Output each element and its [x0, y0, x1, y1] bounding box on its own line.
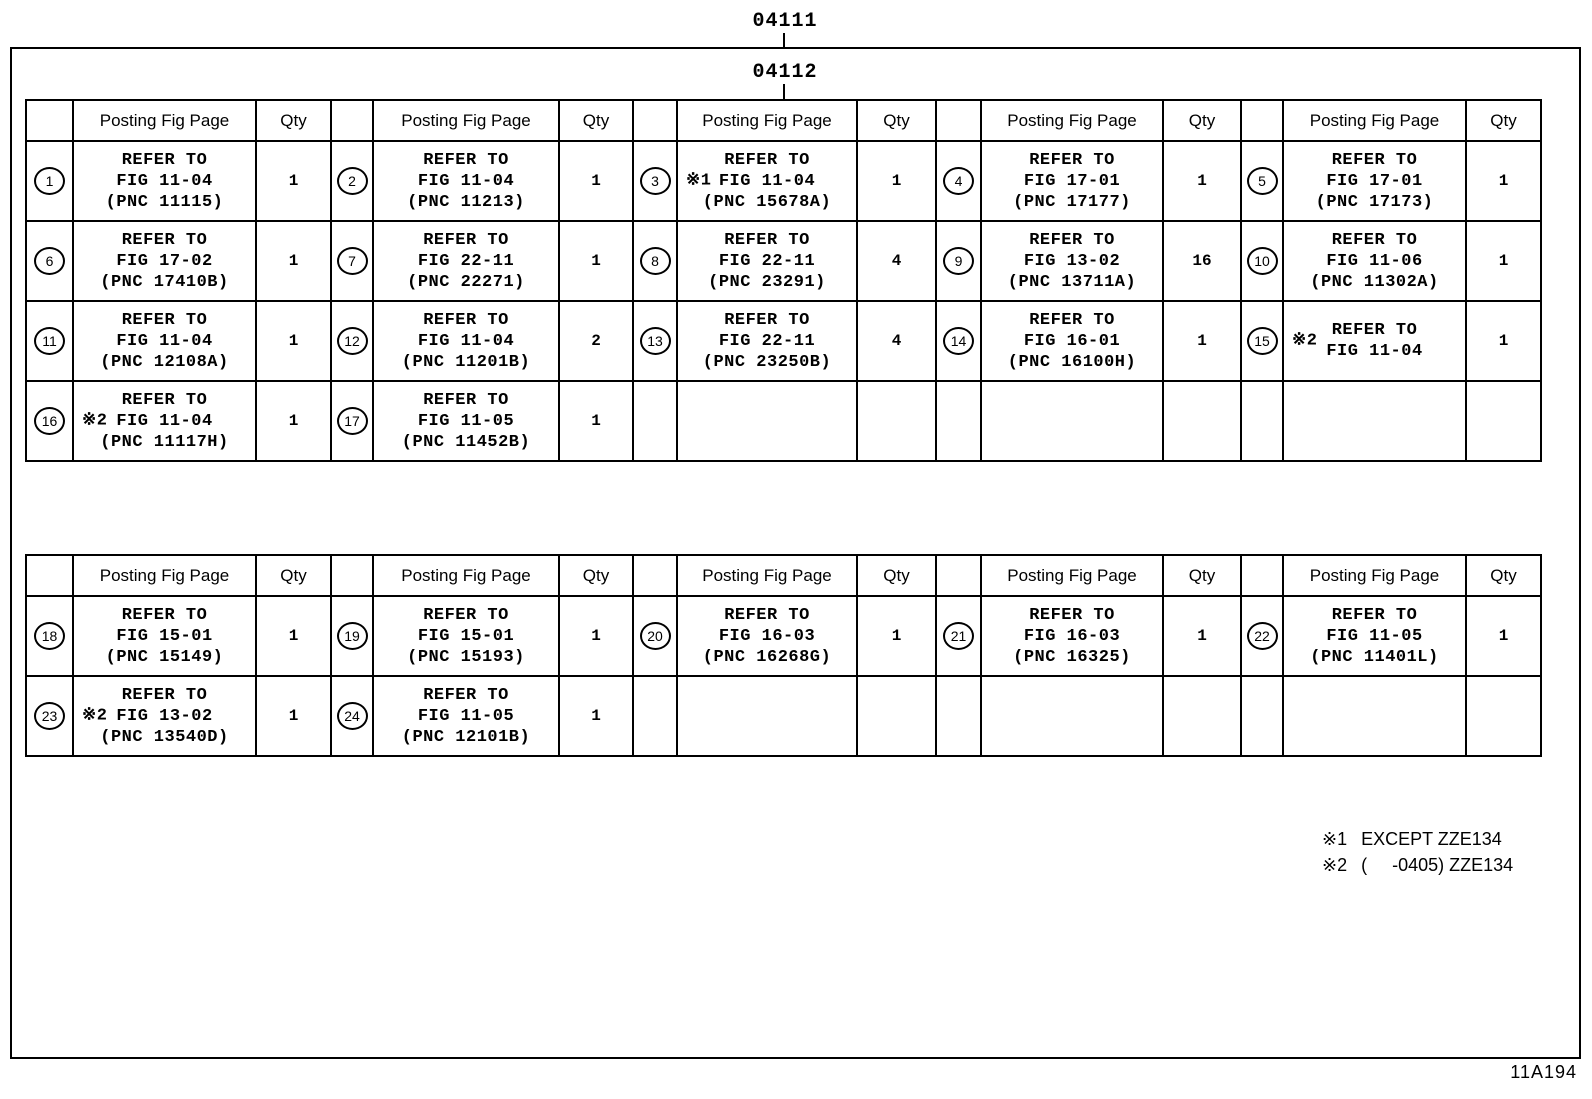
- fig-ref-line: (PNC 11201B): [401, 352, 531, 372]
- fig-ref-cell: [1283, 676, 1466, 756]
- header-corner-cell: [331, 555, 373, 596]
- item-number-cell: [26, 301, 73, 381]
- item-number-cell: [936, 301, 981, 381]
- fig-ref-cell: [1283, 381, 1466, 461]
- fig-ref-line: REFER TO: [423, 390, 509, 410]
- fig-ref-cell: [373, 676, 559, 756]
- item-number-cell: [331, 301, 373, 381]
- item-number-cell: [936, 381, 981, 461]
- qty-cell: 1: [1163, 596, 1241, 676]
- parts-table-2: [25, 554, 1542, 757]
- fig-ref-cell: [677, 221, 857, 301]
- header-posting-fig-page: Posting Fig Page: [373, 555, 559, 596]
- fig-ref-line: (PNC 11302A): [1310, 272, 1439, 292]
- item-number-circle: 13: [640, 327, 671, 355]
- header-posting-fig-page: Posting Fig Page: [1283, 555, 1466, 596]
- item-number-circle: 16: [34, 407, 65, 435]
- fig-ref-cell: [677, 301, 857, 381]
- fig-ref-line: (PNC 16100H): [1007, 352, 1137, 372]
- header-posting-fig-page: Posting Fig Page: [677, 555, 857, 596]
- fig-ref-line: (PNC 11115): [105, 192, 224, 212]
- item-number-circle: 4: [943, 167, 974, 195]
- qty-cell: 1: [559, 221, 633, 301]
- fig-ref-line: REFER TO: [1331, 605, 1418, 625]
- fig-ref-line: (PNC 13711A): [1007, 272, 1137, 292]
- fig-ref-line: FIG 11-04: [116, 171, 213, 191]
- fig-ref-line: REFER TO: [1029, 605, 1115, 625]
- fig-ref-line: REFER TO: [121, 230, 208, 250]
- fig-ref-line: REFER TO: [1331, 150, 1418, 170]
- item-number-circle: 12: [337, 327, 368, 355]
- qty-cell: 1: [1466, 301, 1541, 381]
- item-number-circle: 8: [640, 247, 671, 275]
- qty-cell: 1: [559, 676, 633, 756]
- header-corner-cell: [633, 555, 677, 596]
- qty-cell: 1: [559, 141, 633, 221]
- item-number-cell: [1241, 221, 1283, 301]
- fig-ref-line: FIG 11-05: [417, 411, 515, 431]
- item-number-circle: 3: [640, 167, 671, 195]
- fig-ref-line: (PNC 12101B): [401, 727, 531, 747]
- fig-ref-line: FIG 11-04: [1326, 342, 1423, 361]
- qty-cell: 1: [1163, 141, 1241, 221]
- fig-ref-cell: [73, 141, 256, 221]
- item-number-cell: [26, 676, 73, 756]
- footnote-marker: ※2: [82, 411, 108, 431]
- item-number-circle: 21: [943, 622, 974, 650]
- fig-ref-cell: [981, 676, 1163, 756]
- header-qty: Qty: [857, 555, 936, 596]
- fig-ref-line: REFER TO: [423, 150, 509, 170]
- header-qty: Qty: [857, 100, 936, 141]
- fig-ref-line: REFER TO: [724, 605, 810, 625]
- qty-cell: 4: [857, 301, 936, 381]
- item-number-circle: 15: [1247, 327, 1278, 355]
- header-posting-fig-page: Posting Fig Page: [981, 100, 1163, 141]
- fig-ref-cell: [981, 221, 1163, 301]
- item-number-circle: 2: [337, 167, 368, 195]
- fig-ref-cell: [73, 676, 256, 756]
- fig-ref-cell: [73, 221, 256, 301]
- fig-ref-line: FIG 13-02: [1023, 251, 1121, 271]
- footnote-2-text: ( -0405) ZZE134: [1361, 855, 1514, 875]
- fig-ref-cell: [373, 381, 559, 461]
- footnote-1-marker: ※1: [1322, 829, 1348, 849]
- qty-cell: 1: [256, 596, 331, 676]
- fig-ref-line: FIG 13-02: [116, 706, 213, 726]
- header-posting-fig-page: Posting Fig Page: [677, 100, 857, 141]
- table-row: [26, 221, 1541, 301]
- fig-ref-line: FIG 22-11: [417, 251, 515, 271]
- qty-cell: 1: [256, 381, 331, 461]
- header-qty: Qty: [256, 555, 331, 596]
- fig-ref-line: FIG 17-01: [1326, 171, 1423, 191]
- fig-ref-line: FIG 11-05: [417, 706, 515, 726]
- fig-ref-line: (PNC 22271): [407, 272, 525, 292]
- header-corner-cell: [1241, 100, 1283, 141]
- fig-ref-line: REFER TO: [1331, 230, 1418, 250]
- item-number-cell: [936, 676, 981, 756]
- item-number-circle: 6: [34, 247, 65, 275]
- item-number-circle: 22: [1247, 622, 1278, 650]
- fig-ref-line: (PNC 15149): [105, 647, 224, 667]
- fig-ref-cell: [373, 221, 559, 301]
- fig-ref-line: REFER TO: [1029, 150, 1115, 170]
- fig-ref-line: (PNC 15193): [407, 647, 525, 667]
- footnotes: [1322, 826, 1513, 878]
- fig-ref-cell: [1283, 221, 1466, 301]
- header-qty: Qty: [559, 555, 633, 596]
- item-number-circle: 5: [1247, 167, 1278, 195]
- fig-ref-line: FIG 11-04: [718, 171, 816, 191]
- header-posting-fig-page: Posting Fig Page: [73, 555, 256, 596]
- fig-ref-line: (PNC 23250B): [702, 352, 832, 372]
- header-posting-fig-page: Posting Fig Page: [73, 100, 256, 141]
- fig-ref-line: REFER TO: [121, 685, 208, 705]
- fig-ref-cell: [981, 596, 1163, 676]
- qty-cell: [1466, 381, 1541, 461]
- qty-cell: [1163, 676, 1241, 756]
- item-number-cell: [633, 381, 677, 461]
- fig-ref-line: REFER TO: [1331, 321, 1418, 340]
- fig-ref-line: REFER TO: [1029, 230, 1115, 250]
- fig-ref-line: REFER TO: [121, 390, 208, 410]
- fig-ref-line: FIG 16-03: [1023, 626, 1121, 646]
- footnote-1-text: EXCEPT ZZE134: [1361, 829, 1502, 849]
- fig-ref-line: FIG 11-04: [116, 411, 213, 431]
- header-posting-fig-page: Posting Fig Page: [1283, 100, 1466, 141]
- fig-ref-line: (PNC 11213): [407, 192, 525, 212]
- fig-ref-line: FIG 11-04: [417, 331, 515, 351]
- qty-cell: [1466, 676, 1541, 756]
- item-number-cell: [936, 141, 981, 221]
- fig-ref-line: FIG 15-01: [417, 626, 515, 646]
- qty-cell: 1: [1163, 301, 1241, 381]
- table-row: [26, 676, 1541, 756]
- fig-ref-line: (PNC 13540D): [100, 727, 229, 747]
- item-number-cell: [26, 221, 73, 301]
- fig-ref-line: FIG 11-05: [1326, 626, 1423, 646]
- header-qty: Qty: [1466, 100, 1541, 141]
- item-number-cell: [1241, 596, 1283, 676]
- item-number-cell: [26, 141, 73, 221]
- header-corner-cell: [633, 100, 677, 141]
- item-number-cell: [331, 596, 373, 676]
- callout-line-04111: [783, 33, 785, 47]
- item-number-cell: [633, 221, 677, 301]
- qty-cell: 1: [256, 676, 331, 756]
- qty-cell: 1: [1466, 221, 1541, 301]
- item-number-cell: [26, 381, 73, 461]
- item-number-cell: [331, 141, 373, 221]
- item-number-cell: [331, 676, 373, 756]
- header-qty: Qty: [1466, 555, 1541, 596]
- header-corner-cell: [26, 100, 73, 141]
- part-number-label-04112: 04112: [752, 61, 818, 84]
- fig-ref-line: FIG 11-06: [1326, 251, 1423, 271]
- qty-cell: 1: [857, 141, 936, 221]
- item-number-cell: [331, 221, 373, 301]
- item-number-circle: 11: [34, 327, 65, 355]
- fig-ref-line: FIG 17-02: [116, 251, 213, 271]
- qty-cell: 1: [1466, 141, 1541, 221]
- item-number-cell: [633, 301, 677, 381]
- fig-ref-line: (PNC 11117H): [100, 432, 229, 452]
- fig-ref-cell: [677, 141, 857, 221]
- fig-ref-cell: [73, 301, 256, 381]
- fig-ref-line: REFER TO: [724, 230, 810, 250]
- fig-ref-line: REFER TO: [423, 310, 509, 330]
- item-number-circle: 7: [337, 247, 368, 275]
- fig-ref-line: (PNC 17177): [1013, 192, 1131, 212]
- footnote-marker: ※2: [1292, 331, 1318, 351]
- item-number-cell: [936, 596, 981, 676]
- document-number: 11A194: [1510, 1062, 1577, 1082]
- qty-cell: [1163, 381, 1241, 461]
- table-row: [26, 301, 1541, 381]
- fig-ref-line: (PNC 23291): [708, 272, 826, 292]
- fig-ref-cell: [981, 381, 1163, 461]
- qty-cell: 4: [857, 221, 936, 301]
- fig-ref-line: REFER TO: [121, 310, 208, 330]
- fig-ref-cell: [981, 141, 1163, 221]
- item-number-circle: 1: [34, 167, 65, 195]
- header-posting-fig-page: Posting Fig Page: [981, 555, 1163, 596]
- item-number-cell: [1241, 301, 1283, 381]
- fig-ref-line: FIG 22-11: [718, 251, 816, 271]
- header-corner-cell: [331, 100, 373, 141]
- header-posting-fig-page: Posting Fig Page: [373, 100, 559, 141]
- fig-ref-cell: [73, 381, 256, 461]
- fig-ref-line: FIG 15-01: [116, 626, 213, 646]
- fig-ref-cell: [73, 596, 256, 676]
- item-number-cell: [633, 596, 677, 676]
- fig-ref-line: REFER TO: [121, 150, 208, 170]
- qty-cell: 1: [256, 141, 331, 221]
- header-corner-cell: [936, 555, 981, 596]
- qty-cell: 2: [559, 301, 633, 381]
- qty-cell: [857, 676, 936, 756]
- part-number-label-04111: 04111: [752, 10, 818, 33]
- table-row: [26, 141, 1541, 221]
- item-number-circle: 14: [943, 327, 974, 355]
- fig-ref-line: FIG 16-03: [718, 626, 816, 646]
- fig-ref-line: FIG 11-04: [417, 171, 515, 191]
- item-number-cell: [936, 221, 981, 301]
- fig-ref-line: (PNC 17173): [1315, 192, 1434, 212]
- header-corner-cell: [26, 555, 73, 596]
- callout-line-04112: [783, 84, 785, 99]
- header-qty: Qty: [1163, 555, 1241, 596]
- fig-ref-line: (PNC 12108A): [100, 352, 229, 372]
- qty-cell: [857, 381, 936, 461]
- item-number-cell: [331, 381, 373, 461]
- header-row: [26, 100, 1541, 141]
- fig-ref-line: REFER TO: [121, 605, 208, 625]
- fig-ref-line: REFER TO: [423, 230, 509, 250]
- item-number-circle: 18: [34, 622, 65, 650]
- fig-ref-line: REFER TO: [724, 310, 810, 330]
- fig-ref-line: (PNC 15678A): [702, 192, 832, 212]
- header-corner-cell: [936, 100, 981, 141]
- fig-ref-line: FIG 17-01: [1023, 171, 1121, 191]
- fig-ref-line: FIG 22-11: [718, 331, 816, 351]
- fig-ref-cell: [677, 676, 857, 756]
- fig-ref-cell: [677, 596, 857, 676]
- fig-ref-cell: [1283, 141, 1466, 221]
- qty-cell: 1: [559, 381, 633, 461]
- fig-ref-line: REFER TO: [423, 605, 509, 625]
- fig-ref-cell: [677, 381, 857, 461]
- qty-cell: 16: [1163, 221, 1241, 301]
- fig-ref-line: FIG 16-01: [1023, 331, 1121, 351]
- fig-ref-line: REFER TO: [423, 685, 509, 705]
- item-number-cell: [1241, 676, 1283, 756]
- footnote-2-marker: ※2: [1322, 855, 1348, 875]
- header-qty: Qty: [559, 100, 633, 141]
- item-number-circle: 9: [943, 247, 974, 275]
- item-number-circle: 20: [640, 622, 671, 650]
- fig-ref-line: REFER TO: [724, 150, 810, 170]
- qty-cell: 1: [256, 221, 331, 301]
- fig-ref-cell: [373, 301, 559, 381]
- qty-cell: 1: [559, 596, 633, 676]
- fig-ref-cell: [981, 301, 1163, 381]
- fig-ref-line: (PNC 16268G): [702, 647, 832, 667]
- footnote-1: [1322, 826, 1513, 852]
- fig-ref-cell: [1283, 301, 1466, 381]
- fig-ref-line: (PNC 11401L): [1310, 647, 1439, 667]
- header-qty: Qty: [1163, 100, 1241, 141]
- parts-table-1: [25, 99, 1542, 462]
- qty-cell: 1: [1466, 596, 1541, 676]
- fig-ref-cell: [373, 141, 559, 221]
- header-corner-cell: [1241, 555, 1283, 596]
- fig-ref-cell: [373, 596, 559, 676]
- header-qty: Qty: [256, 100, 331, 141]
- footnote-marker: ※2: [82, 706, 108, 726]
- item-number-cell: [1241, 381, 1283, 461]
- qty-cell: 1: [256, 301, 331, 381]
- table-row: [26, 596, 1541, 676]
- fig-ref-line: (PNC 17410B): [100, 272, 229, 292]
- fig-ref-cell: [1283, 596, 1466, 676]
- fig-ref-line: (PNC 16325): [1013, 647, 1131, 667]
- item-number-circle: 23: [34, 702, 65, 730]
- qty-cell: 1: [857, 596, 936, 676]
- fig-ref-line: (PNC 11452B): [401, 432, 531, 452]
- footnote-2: [1322, 852, 1513, 878]
- item-number-circle: 19: [337, 622, 368, 650]
- header-row: [26, 555, 1541, 596]
- fig-ref-line: FIG 11-04: [116, 331, 213, 351]
- item-number-cell: [633, 676, 677, 756]
- table-row: [26, 381, 1541, 461]
- fig-ref-line: REFER TO: [1029, 310, 1115, 330]
- item-number-circle: 10: [1247, 247, 1278, 275]
- item-number-circle: 17: [337, 407, 368, 435]
- item-number-cell: [1241, 141, 1283, 221]
- item-number-cell: [26, 596, 73, 676]
- item-number-circle: 24: [337, 702, 368, 730]
- footnote-marker: ※1: [686, 171, 712, 191]
- item-number-cell: [633, 141, 677, 221]
